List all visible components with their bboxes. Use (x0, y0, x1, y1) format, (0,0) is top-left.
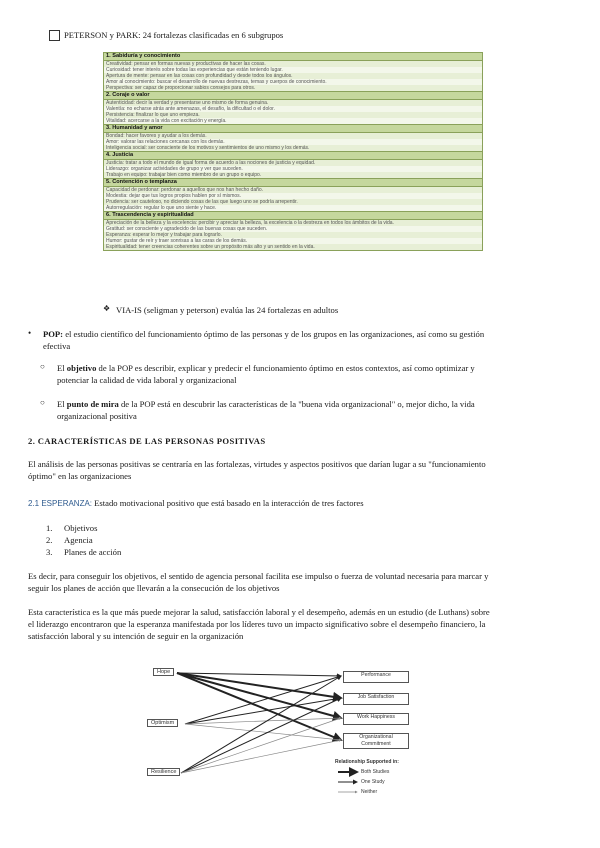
legend-both: Both Studies (361, 769, 390, 775)
arrow-hope-jobsat (177, 673, 341, 698)
esperanza-text: Estado motivacional positivo que está basado en la interacción de tres factores (92, 498, 364, 508)
legend-one: One Study (361, 779, 385, 785)
table-section-title: 4. Justicia (104, 152, 482, 160)
job-satisfaction-box: Job Satisfaction (343, 693, 409, 705)
table-section-title: 5. Contención o templanza (104, 179, 482, 187)
table-row: Esperanza: esperar lo mejor y trabajar para lograrlo. (104, 232, 482, 238)
optimism-node: Optimism (147, 719, 178, 727)
list-item-text: Agencia (64, 535, 93, 545)
table-section-title: 2. Coraje o valor (104, 92, 482, 100)
table-section-title: 1. Sabiduría y conocimiento (104, 53, 482, 61)
pop-text-line1: el estudio científico del funcionamiento óptimo de las personas y de los grupos en las organizaciones, así como su gestión (63, 329, 485, 339)
punto-mira-line1: de la POP está en descubrir las características de la "buena vida organizacional" o, mejor dicho, la vida (118, 399, 475, 409)
table-row: Espiritualidad: tener creencias coherentes sobre un propósito más alto y un sentido en la vida. (104, 244, 482, 250)
table-row: Vitalidad: acercarse a la vida con excitación y energía. (104, 118, 482, 124)
list-number: 2. (46, 535, 53, 545)
agency-paragraph (28, 570, 593, 594)
esperanza-definition (28, 497, 364, 510)
table-row: Persistencia: finalizar lo que uno empieza. (104, 112, 482, 118)
peterson-park-text: PETERSON y PARK: 24 fortalezas clasificadas en 6 subgrupos (64, 30, 284, 40)
list-number: 1. (46, 523, 53, 533)
arrow-resilience-performance (181, 676, 341, 773)
table-section-title: 3. Humanidad y amor (104, 125, 482, 133)
esperanza-label: 2.1 ESPERANZA: (28, 499, 93, 508)
luthans-paragraph (28, 606, 593, 642)
arrow-resilience-commitment (181, 740, 341, 773)
arrow-hope-performance (177, 673, 341, 676)
resilience-node: Resilience (147, 768, 180, 776)
objetivo-prefix: El (57, 363, 67, 373)
list-item-text: Planes de acción (64, 547, 122, 557)
viais-text: VIA-IS (seligman y peterson) evalúa las 24 fortalezas en adultos (116, 305, 339, 315)
table-row: Autenticidad: decir la verdad y presentarse uno mismo de forma genuina. (104, 100, 482, 106)
table-section (104, 179, 482, 212)
bullet-dot-icon: • (28, 328, 32, 338)
table-section (104, 212, 482, 250)
table-row: Creatividad: pensar en formas nuevas y productivas de hacer las cosas. (104, 61, 482, 67)
list-item (46, 546, 52, 558)
table-section (104, 92, 482, 125)
pop-paragraph (43, 328, 588, 352)
hope-node: Hope (153, 668, 174, 676)
agency-line2: seguir los planes de acción que llevarán a la consecución de los objetivos (28, 583, 280, 593)
pop-label: POP: (43, 329, 64, 339)
bullet-circle-icon: ○ (40, 362, 45, 371)
section2-line1: El análisis de las personas positivas se centraría en las fortalezas, virtudes y aspectos positivos que darían lugar a su "funcionamiento (28, 459, 486, 469)
objetivo-keyword: objetivo (66, 363, 97, 373)
luthans-line3: satisfacción laboral y su intención de seguir en la organización (28, 631, 244, 641)
table-row: Liderazgo: organizar actividades de grupo y ver que suceden. (104, 166, 482, 172)
punto-mira-keyword: punto de mira (66, 399, 119, 409)
table-row: Apreciación de la belleza y la excelencia: percibir y apreciar la belleza, la excelencia o la destreza en todos los ámbitos de la vida. (104, 220, 482, 226)
table-row: Bondad: hacer favores y ayudar a los demás. (104, 133, 482, 139)
pop-text-line2: efectiva (43, 341, 71, 351)
table-row: Amor: valorar las relaciones cercanas con los demás. (104, 139, 482, 145)
legend-neither: Neither (361, 789, 378, 795)
table-section (104, 53, 482, 92)
table-row: Amor al conocimiento: buscar el desarrollo de nuevas destrezas, temas y cuerpos de conocimiento. (104, 79, 482, 85)
checkbox[interactable] (49, 30, 60, 41)
arrow-resilience-jobsat (181, 698, 341, 773)
table-row: Modestia: dejar que tus logros propios hablen por sí mismos. (104, 193, 482, 199)
table-row: Trabajo en equipo: trabajar bien como miembro de un grupo o equipo. (104, 172, 482, 178)
table-row: Perspectiva: ser capaz de proporcionar sabios consejos para otros. (104, 85, 482, 91)
list-item (46, 534, 52, 546)
list-item-text: Objetivos (64, 523, 98, 533)
table-row: Autorregulación: regular lo que uno siente y hace. (104, 205, 482, 211)
objetivo-line1: de la POP es describir, explicar y predecir el funcionamiento óptimo en estos contextos, así como optimizar y (96, 363, 475, 373)
table-section-title: 6. Trascendencia y espiritualidad (104, 212, 482, 220)
punto-mira-line2: organizacional positiva (57, 411, 137, 421)
diamond-bullet-icon: ❖ (103, 304, 111, 313)
luthans-line2: el liderazgo encontraron que la esperanza manifestada por los líderes tuvo un impacto significativo sobre el desempeño financiero, la (28, 619, 486, 629)
table-row: Apertura de mente: pensar en las cosas con profundidad y desde todos los ángulos. (104, 73, 482, 79)
performance-box: Performance (343, 671, 409, 683)
section-heading: 2. CARACTERÍSTICAS DE LAS PERSONAS POSITIVAS (28, 436, 266, 446)
agency-line1: Es decir, para conseguir los objetivos, el sentido de agencia personal facilita ese impulso o fuerza de voluntad necesaria para marcar y (28, 571, 489, 581)
table-section (104, 152, 482, 179)
table-row: Justicia: tratar a todo el mundo de igual forma de acuerdo a las nociones de justicia y equidad. (104, 160, 482, 166)
table-row: Capacidad de perdonar: perdonar a aquellos que nos han hecho daño. (104, 187, 482, 193)
objetivo-line2: potenciar la calidad de vida laboral y organizacional (57, 375, 237, 385)
bullet-circle-icon: ○ (40, 398, 45, 407)
punto-mira-prefix: El (57, 399, 67, 409)
list-number: 3. (46, 547, 53, 557)
legend-title: Relationship Supported in: (335, 759, 399, 765)
luthans-line1: Esta característica es la que más puede mejorar la salud, satisfacción laboral y el desempeño, además en un estudio (de Luthans) sobre (28, 607, 490, 617)
table-row: Gratitud: ser consciente y agradecido de las buenas cosas que suceden. (104, 226, 482, 232)
table-row: Curiosidad: tener interés sobre todas las experiencias que están teniendo lugar. (104, 67, 482, 73)
table-row: Valentía: no echarse atrás ante amenazas, el desafío, la dificultad o el dolor. (104, 106, 482, 112)
punto-mira-paragraph (57, 398, 592, 422)
strengths-table (103, 52, 483, 251)
section2-line2: óptimo" en las organizaciones (28, 471, 132, 481)
list-item (46, 522, 52, 534)
organizational-commitment-box: Organizational Commitment (343, 733, 409, 749)
arrow-optimism-performance (185, 676, 341, 724)
table-row: Inteligencia social: ser consciente de los motivos y sentimientos de uno mismo y los demás. (104, 145, 482, 151)
relationship-diagram (145, 663, 415, 805)
table-row: Humor: gustar de reír y traer sonrisas a las caras de los demás. (104, 238, 482, 244)
table-row: Prudencia: ser cauteloso, no diciendo cosas de las que luego uno se podría arrepentir. (104, 199, 482, 205)
work-happiness-box: Work Happiness (343, 713, 409, 725)
table-section (104, 125, 482, 152)
objetivo-paragraph (57, 362, 592, 386)
section2-paragraph (28, 458, 593, 482)
